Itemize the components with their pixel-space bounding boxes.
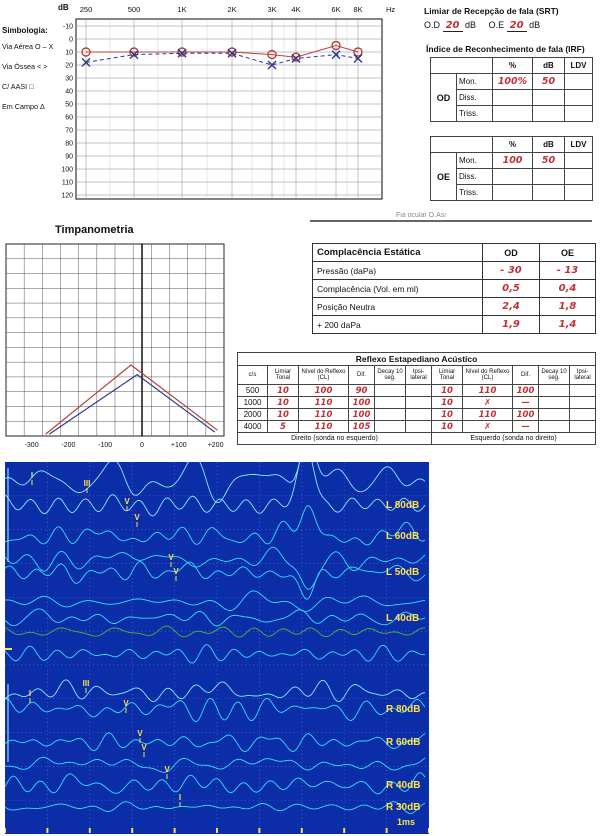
reflex-col-header: Nível do Reflexo (CL) [463,366,513,385]
irf-col-db: dB [533,137,565,153]
svg-text:2K: 2K [227,5,237,14]
legend-item-field: Em Campo Δ [2,102,45,111]
irf-title: Índice de Reconhecimento de fala (IRF) [426,44,585,54]
srt-oe-label: O.E [488,20,505,30]
reflex-value [406,385,432,397]
abr-trace-label: R 60dB [386,737,421,748]
reflex-value: 90 [349,385,375,397]
oe-value: 1,8 [540,298,596,316]
irf-cell [533,106,565,122]
svg-text:-100: -100 [98,442,113,449]
irf-cell [565,74,593,90]
oe-value: - 13 [540,262,596,280]
svg-text:250: 250 [79,5,93,14]
irf-row-label: Mon. [457,74,493,90]
reflex-value: 10 [432,385,463,397]
reflex-value [539,421,570,433]
svg-text:40: 40 [65,88,73,96]
svg-text:60: 60 [65,114,73,122]
abr-wave-marker: III [82,679,90,688]
reflex-value: 110 [463,385,513,397]
reflex-value [406,397,432,409]
svg-text:500: 500 [127,5,141,14]
oe-value: 0,4 [540,280,596,298]
svg-text:0: 0 [140,442,144,449]
reflex-value: 100 [349,397,375,409]
abr-wave-marker: V [124,497,130,506]
spacer-cell [431,137,493,153]
col-od: OD [483,244,540,262]
srt-title: Limiar de Recepção de fala (SRT) [424,6,559,16]
irf-cell [565,153,593,169]
svg-text:+200: +200 [207,442,224,449]
svg-text:120: 120 [61,192,73,200]
reflex-title: Reflexo Estapediano Acústico [238,353,596,366]
srt-values [424,20,598,32]
reflex-col-header: Ipsi-lateral [570,366,596,385]
reflex-value [570,385,596,397]
abr-trace-label: R 40dB [386,780,421,791]
irf-cell [533,90,565,106]
irf-od-table [430,57,593,122]
abr-wave-marker: I [178,793,182,802]
irf-oe-mon-pct: 100 [493,153,533,169]
svg-text:-10: -10 [62,23,73,31]
reflex-row [238,409,596,421]
irf-col-ldv: LDV [565,58,593,74]
reflex-value: 10 [432,421,463,433]
row-label: Posição Neutra [313,298,483,316]
irf-ear-label: OE [431,153,457,201]
audiogram-chart [52,0,402,218]
irf-cell [565,90,593,106]
reflex-col-header: Nível do Reflexo (CL) [299,366,349,385]
od-value: 1,9 [483,316,540,334]
svg-text:-300: -300 [24,442,39,449]
irf-cell [493,90,533,106]
abr-wave-marker: III [83,479,91,488]
row-label: Pressão (daPa) [313,262,483,280]
table-row [313,262,596,280]
svg-text:Hz: Hz [386,5,396,14]
reflex-value [375,397,406,409]
irf-oe-table [430,136,593,201]
reflex-freq: 2000 [238,409,268,421]
legend-item-aasi: C/ AASI □ [2,82,34,91]
irf-row-label: Triss. [457,106,493,122]
abr-waveforms [5,462,429,834]
reflex-value: ✗ [463,397,513,409]
srt-od-value: 20 [443,21,463,32]
reflex-value [406,421,432,433]
acoustic-reflex-table [237,352,596,445]
svg-text:dB: dB [58,3,69,12]
abr-wave-marker: I [28,689,32,698]
od-value: 2,4 [483,298,540,316]
irf-ear-label: OD [431,74,457,122]
irf-od-mon-db: 50 [533,74,565,90]
reflex-value: 100 [299,385,349,397]
reflex-value: 10 [432,409,463,421]
reflex-col-header: Limiar Tonal [268,366,299,385]
abr-trace-label: L 50dB [386,567,420,578]
srt-od-unit: dB [465,20,477,30]
srt-oe-value: 20 [507,21,527,32]
reflex-value: ✗ [463,421,513,433]
irf-cell [533,185,565,201]
reflex-value [406,409,432,421]
legend-item-bone: Via Óssea < > [2,62,48,71]
abr-trace-label: R 80dB [386,704,421,715]
reflex-value: 5 [268,421,299,433]
reflex-freq: 1000 [238,397,268,409]
irf-row-mon [431,74,593,90]
irf-cell [493,185,533,201]
col-oe: OE [540,244,596,262]
svg-text:4K: 4K [291,5,301,14]
cutoff-strip [310,212,592,222]
svg-text:100: 100 [61,166,73,174]
reflex-col-header: Dif. [513,366,539,385]
reflex-freq: 4000 [238,421,268,433]
reflex-title-row [238,353,596,366]
reflex-footer-right: Direito (sonda no esquerdo) [238,433,432,445]
od-value: 0,5 [483,280,540,298]
svg-text:20: 20 [65,62,73,70]
abr-trace-label: L 60dB [386,531,420,542]
abr-wave-marker: V [134,513,140,522]
cutoff-text: Fia ocular O.Asi [396,212,446,219]
svg-text:90: 90 [65,153,73,161]
svg-text:0: 0 [69,36,73,44]
abr-wave-marker: V [168,553,174,562]
irf-row-label: Mon. [457,153,493,169]
reflex-value: 110 [463,409,513,421]
reflex-value: — [513,421,539,433]
reflex-footer-row [238,433,596,445]
reflex-col-header: c/s [238,366,268,385]
svg-text:8K: 8K [353,5,363,14]
spacer-cell [431,58,493,74]
reflex-value [570,421,596,433]
reflex-value: 10 [432,397,463,409]
table-row [313,280,596,298]
svg-text:80: 80 [65,140,73,148]
reflex-value: 10 [268,397,299,409]
irf-row-label: Triss. [457,185,493,201]
abr-trace-label: L 40dB [386,613,420,624]
reflex-freq: 500 [238,385,268,397]
abr-time-label: 1ms [397,817,416,827]
reflex-value [539,397,570,409]
irf-od-mon-pct: 100% [493,74,533,90]
irf-col-ldv: LDV [565,137,593,153]
reflex-col-header: Ipsi-lateral [406,366,432,385]
reflex-value: 100 [349,409,375,421]
reflex-value: 110 [299,397,349,409]
irf-cell [565,185,593,201]
reflex-value [375,385,406,397]
legend-item-air: Via Aérea O – X [2,42,54,51]
abr-wave-marker: V [173,567,179,576]
reflex-value: 100 [513,409,539,421]
reflex-value [375,409,406,421]
irf-row-label: Diss. [457,90,493,106]
irf-cell [493,169,533,185]
abr-wave-marker: V [123,699,129,708]
reflex-value [570,409,596,421]
irf-header-row [431,58,593,74]
svg-text:70: 70 [65,127,73,135]
static-compliance-table [312,243,596,334]
legend-title: Simbologia: [2,26,48,35]
svg-text:110: 110 [61,179,73,187]
reflex-col-header: Dif. [349,366,375,385]
svg-text:+100: +100 [170,442,187,449]
compliance-title: Complacência Estática [313,244,483,262]
abr-trace-label: L 80dB [386,500,420,511]
srt-oe-unit: dB [529,20,541,30]
irf-cell [565,169,593,185]
reflex-col-header: Limiar Tonal [432,366,463,385]
reflex-header-row [238,366,596,385]
table-header-row [313,244,596,262]
irf-col-pct: % [493,58,533,74]
irf-header-row [431,137,593,153]
od-value: - 30 [483,262,540,280]
reflex-value: 10 [268,409,299,421]
reflex-row [238,421,596,433]
irf-cell [565,106,593,122]
row-label: + 200 daPa [313,316,483,334]
table-row [313,316,596,334]
srt-od-label: O.D [424,20,441,30]
reflex-value: 110 [299,421,349,433]
reflex-value [539,385,570,397]
reflex-value: 110 [299,409,349,421]
irf-cell [533,169,565,185]
reflex-value: — [513,397,539,409]
reflex-value [570,397,596,409]
reflex-value [539,409,570,421]
abr-wave-marker: V [164,765,170,774]
irf-col-pct: % [493,137,533,153]
irf-oe-mon-db: 50 [533,153,565,169]
reflex-footer-left: Esquerdo (sonda no direito) [432,433,596,445]
svg-text:10: 10 [65,49,73,57]
abr-trace-label: R 30dB [386,802,421,813]
reflex-col-header: Decay 10 seg. [375,366,406,385]
reflex-value: 100 [513,385,539,397]
irf-col-db: dB [533,58,565,74]
abr-wave-marker: I [30,471,34,480]
table-row [313,298,596,316]
reflex-col-header: Decay 10 seg. [539,366,570,385]
reflex-row [238,397,596,409]
abr-wave-marker: V [137,729,143,738]
abr-wave-marker: V [141,743,147,752]
svg-text:3K: 3K [267,5,277,14]
irf-cell [493,106,533,122]
oe-value: 1,4 [540,316,596,334]
svg-text:1K: 1K [177,5,187,14]
irf-row-label: Diss. [457,169,493,185]
svg-text:-200: -200 [61,442,76,449]
reflex-row [238,385,596,397]
tympanometry-title: Timpanometria [55,224,134,236]
srt-block [424,6,598,32]
tympanometry-chart [2,240,232,462]
irf-row-mon [431,153,593,169]
reflex-value: 10 [268,385,299,397]
svg-text:50: 50 [65,101,73,109]
reflex-value [375,421,406,433]
svg-text:6K: 6K [331,5,341,14]
svg-text:30: 30 [65,75,73,83]
reflex-value: 105 [349,421,375,433]
row-label: Complacência (Vol. em ml) [313,280,483,298]
